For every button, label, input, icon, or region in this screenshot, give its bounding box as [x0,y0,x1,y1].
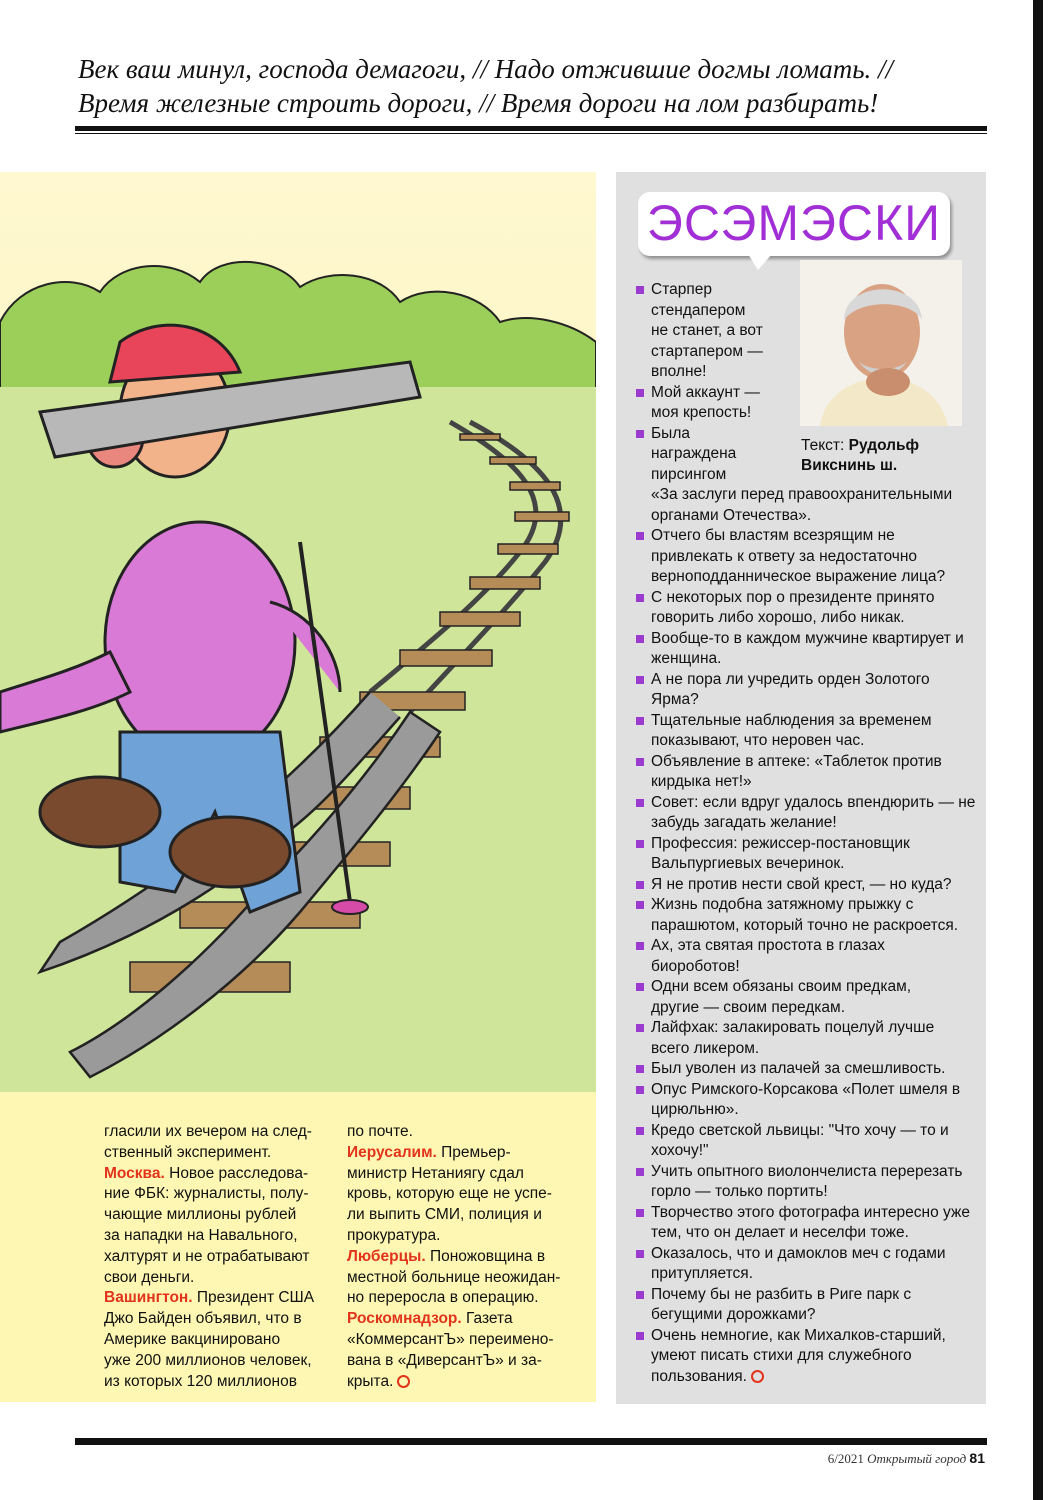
bullet-square-icon [636,1291,644,1299]
sms-item [651,1203,970,1244]
sms-item-line: Одни всем обязаны своим предкам, [651,978,912,995]
news-line: прокуратура. [347,1226,441,1244]
sms-item-line: пользования. [651,1367,946,1388]
sms-item-line: «За заслуги перед правоохранительными [651,486,953,503]
sms-item-line: верноподданническое выражение лица? [651,568,946,585]
sms-item-line: цирюльню». [651,1101,739,1118]
sms-item-line: хохочу!" [651,1142,709,1159]
bullet-square-icon [636,901,644,909]
sms-item-line: горло — только портить! [651,1183,828,1200]
news-line: за нападки на Навального, [104,1226,298,1244]
news-line: свои деньги. [104,1268,195,1286]
sms-item [651,752,942,793]
page-edge-strip [1021,0,1061,1500]
city-name: Москва. [104,1164,165,1182]
bullet-square-icon [636,1209,644,1217]
sms-item-line: Вообще-то в каждом мужчине квартирует и [651,629,964,647]
news-line [347,1372,572,1393]
sidebar-title: ЭСЭМЭСКИ [646,195,942,251]
sms-item [651,977,911,1018]
sms-item-line: привлекать к ответу за недостаточно [651,547,918,565]
bullet-square-icon [636,1024,644,1032]
news-text: Газета [461,1310,513,1328]
sms-item-line: стендапером [651,301,746,319]
cartoon-illustration [0,172,596,1092]
sms-item-line: Учить опытного виолончелиста перерезать [651,1162,963,1180]
sms-item-line: Мой аккаунт — [651,383,760,401]
sms-item-line: Ярма? [651,691,699,708]
news-line: ли выпить СМИ, полиция и [347,1206,542,1224]
author-name-last: Викснинь ш. [801,457,898,474]
news-text: Новое расследова- [164,1164,309,1182]
city-name: Вашингтон. [104,1289,193,1307]
sms-item [651,936,885,977]
bullet-square-icon [636,840,644,848]
news-line: из которых 120 миллионов [104,1372,297,1390]
news-line: гласили их вечером на след- [104,1123,312,1140]
bullet-square-icon [636,1065,644,1073]
bullet-square-icon [636,1332,644,1340]
top-rule-thin [75,133,987,134]
bullet-square-icon [636,1168,644,1176]
sms-item-line: притупляется. [651,1265,754,1282]
news-line: кровь, которую еще не успе- [347,1185,552,1203]
sms-item-line: Жизнь подобна затяжному прыжку с [651,896,914,913]
sms-item-line: органами Отечества». [651,506,812,524]
city-name: Люберцы. [347,1247,426,1265]
sms-item [651,1244,946,1285]
epigraph-line-1: Век ваш минул, господа демагоги, // Надо отжившие догмы ломать. // [78,54,894,84]
sms-item [651,1121,949,1162]
sms-item [651,424,952,527]
news-line: Джо Байден объявил, что в [104,1310,302,1328]
end-mark-icon [397,1375,410,1388]
sms-item-line: умеют писать стихи для служебного [651,1347,912,1364]
page-number: 81 [969,1450,985,1466]
bullet-square-icon [636,758,644,766]
news-line: местной больнице неожидан- [347,1268,561,1286]
sms-item-line: стартапером — [651,342,763,360]
bullet-square-icon [636,389,644,397]
sms-item-line: Объявление в аптеке: «Таблеток против [651,752,942,770]
news-line [104,1164,326,1185]
sms-item [651,711,932,752]
sms-item-line: Был уволен из палачей за смешливость. [651,1060,946,1077]
bullet-square-icon [636,532,644,540]
news-line [347,1309,572,1330]
news-text: Президент США [192,1289,315,1307]
sms-item-line: Оказалось, что и дамоклов меч с годами [651,1244,946,1262]
sms-item-line: тем, что он делает и неселфи тоже. [651,1224,909,1241]
issue-number: 6/2021 [827,1451,864,1466]
bottom-rule [75,1438,987,1445]
sms-item [651,875,952,896]
bullet-square-icon [636,635,644,643]
news-line: Америке вакцинировано [104,1330,281,1348]
sms-item-line: Была [651,424,690,442]
news-text: Поножовщина в [425,1247,546,1265]
news-line: министр Нетаниягу сдал [347,1164,524,1182]
sms-item-line: А не пора ли учредить орден Золотого [651,670,930,688]
sms-item-line: парашютом, который точно не раскроется. [651,916,959,934]
sms-item-line: всего ликером. [651,1039,760,1057]
news-column-1 [104,1122,326,1392]
sms-item-line: вполне! [651,363,707,380]
page-edge-bar [1033,0,1043,1500]
sms-item-line: забудь загадать желание! [651,814,837,831]
sms-item-line: Ах, эта святая простота в глазах [651,937,885,954]
sms-item [651,1080,960,1121]
bullet-square-icon [636,1127,644,1135]
field [0,387,596,1092]
sms-item [651,793,975,834]
bullet-square-icon [636,881,644,889]
news-line [347,1143,572,1164]
news-line: вана в «ДиверсантЪ» и за- [347,1351,542,1369]
magazine-name: Открытый город [867,1451,967,1466]
sms-item-line: моя крепость! [651,404,752,421]
sms-item-line: Кредо светской львицы: "Что хочу — то и [651,1121,949,1139]
sms-item-line: Старпер [651,281,712,298]
news-text: крыта. [347,1372,394,1390]
city-name: Иерусалим. [347,1143,437,1161]
sms-item-line: Почему бы не разбить в Риге парк с [651,1285,912,1303]
news-line: ние ФБК: журналисты, полу- [104,1185,309,1203]
sms-item-line: не станет, а вот [651,322,763,339]
sms-item-line: Творчество этого фотографа интересно уже [651,1203,970,1221]
news-line: «КоммерсантЪ» переимено- [347,1330,554,1348]
news-text: Премьер- [436,1143,511,1161]
bullet-square-icon [636,942,644,950]
sms-item [651,526,945,588]
author-portrait [800,260,962,426]
news-line: но переросла в операцию. [347,1289,539,1307]
sms-item-line: Совет: если вдруг удалось впендюрить — не [651,793,976,811]
city-name: Роскомнадзор. [347,1310,462,1328]
end-mark-icon [751,1370,764,1383]
sms-item [651,1018,934,1059]
top-rule [75,126,987,131]
sms-item-line: Опус Римского-Корсакова «Полет шмеля в [651,1080,961,1098]
sms-item-line: показывают, что неровен час. [651,732,865,749]
news-line: уже 200 миллионов человек, [104,1351,312,1369]
sms-item [651,383,760,424]
bullet-square-icon [636,717,644,725]
sms-item [651,895,958,936]
news-line: халтурят и не отрабатывают [104,1247,310,1265]
page-footer [828,1450,985,1467]
sms-item [651,1326,946,1388]
bullet-square-icon [636,1250,644,1258]
cartoon-drawing [0,172,596,1092]
sms-item-line: женщина. [651,650,722,667]
sms-item [651,280,763,383]
sms-item [651,1059,945,1080]
news-line: ственный эксперимент. [104,1143,272,1161]
news-line [104,1288,326,1309]
news-line: чающие миллионы рублей [104,1206,297,1224]
sms-item-line: награждена [651,445,737,462]
epigraph [78,52,998,120]
sms-item-line: другие — своим передкам. [651,998,845,1016]
sms-item-line: кирдыка нет!» [651,773,752,790]
sms-item-line: Тщательные наблюдения за временем [651,711,932,729]
news-line: по почте. [347,1123,413,1140]
news-line [347,1247,572,1268]
epigraph-line-2: Время железные строить дороги, // Время дороги на лом разбирать! [78,88,879,118]
bullet-square-icon [636,983,644,991]
sms-item [651,629,964,670]
speech-bubble-tail [748,254,772,270]
sms-item-line: Профессия: режиссер-постановщик [651,834,910,852]
sms-item-line: Лайфхак: залакировать поцелуй лучше [651,1019,935,1036]
author-name-first: Рудольф [848,437,920,454]
sms-item-line: бегущими дорожками? [651,1306,816,1323]
sms-item [651,588,934,629]
sms-item [651,834,910,875]
bullet-square-icon [636,1086,644,1094]
sms-item-line: Очень немногие, как Михалков-старший, [651,1326,946,1344]
sms-item [651,670,930,711]
sms-item-line: пирсингом [651,465,727,483]
bullet-square-icon [636,799,644,807]
bullet-square-icon [636,594,644,602]
sms-item-line: Я не против нести свой крест, — но куда? [651,875,952,893]
sms-item-line: Вальпургиевых вечеринок. [651,855,845,872]
sms-item [651,1285,911,1326]
bullet-square-icon [636,676,644,684]
sms-item-line: Отчего бы властям всезрящим не [651,527,895,544]
news-column-2 [347,1122,572,1392]
sms-item-line: говорить либо хорошо, либо никак. [651,609,905,626]
credit-label: Текст: [801,437,845,454]
sms-item [651,1162,963,1203]
bullet-square-icon [636,286,644,294]
sms-item-line: биороботов! [651,957,740,975]
bullet-square-icon [636,430,644,438]
sms-item-line: С некоторых пор о президенте принято [651,588,935,606]
